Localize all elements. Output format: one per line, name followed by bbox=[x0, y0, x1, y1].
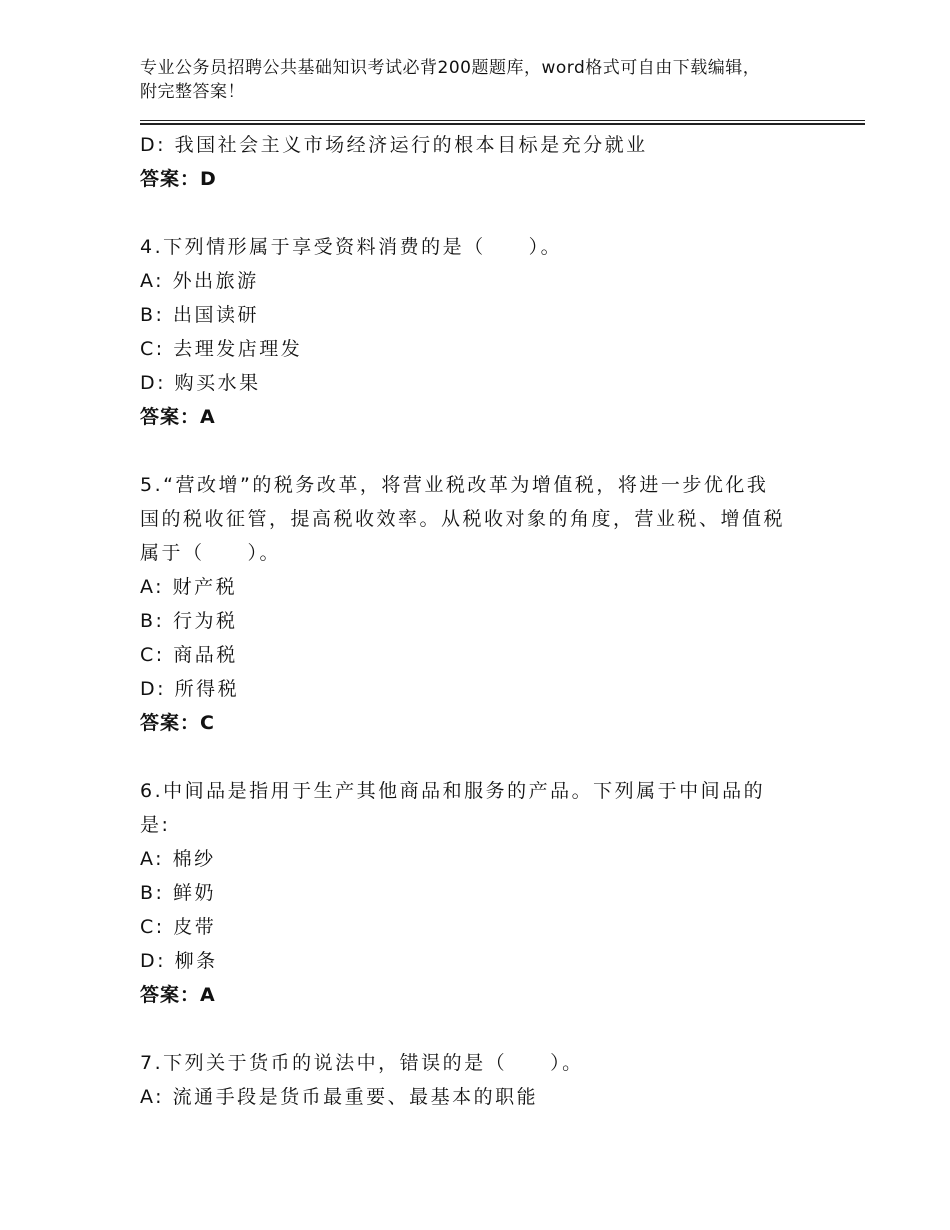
option-a: A: 棉纱 bbox=[140, 848, 216, 870]
option-c: C: 皮带 bbox=[140, 916, 217, 938]
spacer bbox=[140, 1012, 860, 1046]
document-body bbox=[140, 128, 860, 1114]
question-text-line-2: 国的税收征管，提高税收效率。从税收对象的角度，营业税、增值税 bbox=[140, 508, 786, 530]
option-d: D: 我国社会主义市场经济运行的根本目标是充分就业 bbox=[140, 134, 648, 156]
header-rule-thick bbox=[140, 123, 865, 125]
spacer bbox=[140, 196, 860, 230]
question-text: 4.下列情形属于享受资料消费的是（ ）。 bbox=[140, 236, 563, 258]
option-c: C: 商品税 bbox=[140, 644, 238, 666]
answer-label: 答案：A bbox=[140, 984, 216, 1006]
option-a: A: 流通手段是货币最重要、最基本的职能 bbox=[140, 1086, 539, 1108]
spacer bbox=[140, 740, 860, 774]
option-c: C: 去理发店理发 bbox=[140, 338, 303, 360]
header-rule-thin bbox=[140, 120, 865, 121]
option-d: D: 购买水果 bbox=[140, 372, 261, 394]
option-b: B: 鲜奶 bbox=[140, 882, 216, 904]
option-d: D: 所得税 bbox=[140, 678, 240, 700]
question-text-line-1: 6.中间品是指用于生产其他商品和服务的产品。下列属于中间品的 bbox=[140, 780, 766, 802]
question-text-line-3: 属于（ ）。 bbox=[140, 542, 282, 564]
question-7 bbox=[140, 1046, 860, 1114]
question-3-tail bbox=[140, 128, 860, 196]
header-line-2: 附完整答案！ bbox=[140, 82, 245, 102]
question-text-line-2: 是: bbox=[140, 814, 171, 836]
option-d: D: 柳条 bbox=[140, 950, 218, 972]
option-a: A: 外出旅游 bbox=[140, 270, 259, 292]
question-text-line-1: 5.“营改增”的税务改革，将营业税改革为增值税，将进一步优化我 bbox=[140, 474, 769, 496]
answer-label: 答案：A bbox=[140, 406, 216, 428]
question-5 bbox=[140, 468, 860, 740]
question-4 bbox=[140, 230, 860, 434]
header-line-1: 专业公务员招聘公共基础知识考试必背200题题库，word格式可自由下载编辑， bbox=[140, 58, 761, 78]
question-6 bbox=[140, 774, 860, 1012]
answer-label: 答案：C bbox=[140, 712, 215, 734]
spacer bbox=[140, 434, 860, 468]
question-text: 7.下列关于货币的说法中，错误的是（ ）。 bbox=[140, 1052, 584, 1074]
option-b: B: 行为税 bbox=[140, 610, 238, 632]
option-a: A: 财产税 bbox=[140, 576, 238, 598]
page-header bbox=[140, 56, 840, 104]
option-b: B: 出国读研 bbox=[140, 304, 259, 326]
answer-label: 答案：D bbox=[140, 168, 217, 190]
